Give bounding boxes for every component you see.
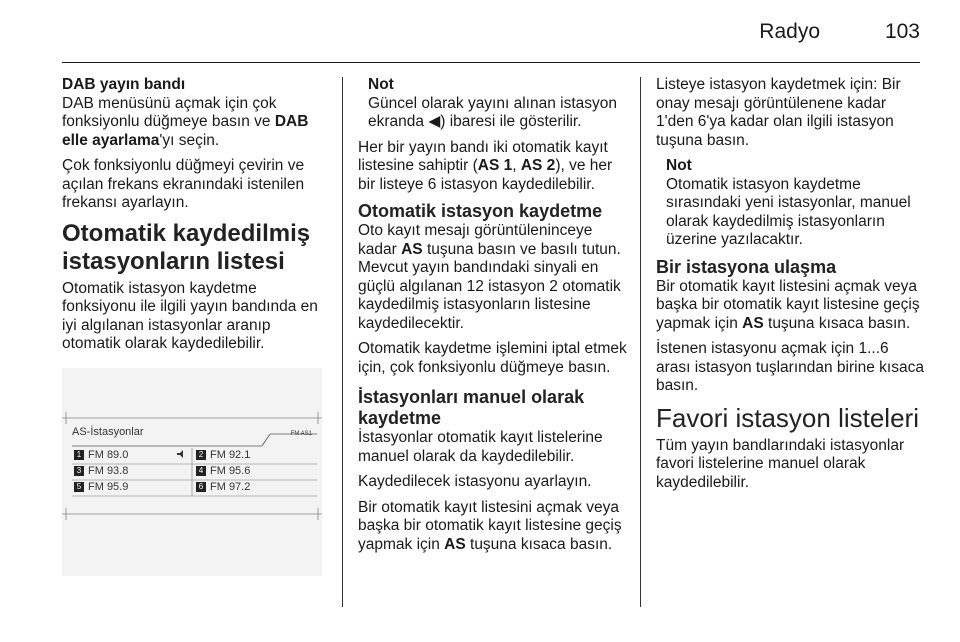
tune-station-paragraph: Kaydedilecek istasyonu ayarlayın.	[358, 473, 592, 490]
station-number: 3	[74, 466, 84, 476]
station-number: 6	[196, 482, 206, 492]
section-heading-favourites: Favori istasyon listeleri	[656, 402, 919, 433]
autostore-instructions	[358, 222, 630, 333]
frequency-paragraph: Çok fonksiyonlu düğmeyi çevirin ve açılan frekans ekranındaki istenilen frekansı ayarlayın.	[62, 157, 305, 211]
column-2	[358, 76, 630, 561]
as-button-label: AS	[742, 314, 764, 332]
page-number: 103	[884, 20, 920, 43]
station-number: 5	[74, 482, 84, 492]
text-span: Her bir yayın bandı iki otomatik kayıt listesine sahiptir (	[358, 138, 608, 174]
station-number: 4	[196, 466, 206, 476]
screen-band: FM AS1	[290, 431, 312, 437]
screen-title: AS-İstasyonlar	[72, 426, 144, 438]
text-span: tuşuna kısaca basın.	[763, 314, 911, 332]
favourites-paragraph: Tüm yayın bandlarındaki istasyonlar favori listelerine manuel olarak kaydedilebilir.	[656, 436, 905, 491]
switch-list-paragraph	[358, 499, 630, 555]
section-heading-manual-store: İstasyonları manuel olarak kaydetme	[358, 387, 585, 428]
station-button-5[interactable]	[74, 481, 128, 494]
retrieve-paragraph	[656, 278, 926, 334]
column-1	[62, 76, 332, 361]
section-heading-retrieve: Bir istasyona ulaşma	[656, 256, 837, 277]
note-text: Güncel olarak yayını alınan istasyon ekranda ◀) ibaresi ile gösterilir.	[368, 94, 617, 130]
station-button-6[interactable]	[196, 481, 250, 494]
dab-band-label: DAB yayın bandı	[62, 76, 186, 93]
station-label: FM 97.2	[210, 481, 251, 493]
station-number: 2	[196, 450, 206, 460]
as-button-label: AS	[401, 240, 423, 258]
station-label: FM 89.0	[88, 449, 129, 461]
as1-label: AS 1	[477, 157, 513, 174]
text-span: tuşuna kısaca basın.	[465, 535, 613, 553]
station-number: 1	[74, 450, 84, 460]
column-divider-1	[342, 77, 343, 607]
as-button-label: AS	[444, 535, 466, 553]
text-span: ,	[512, 157, 521, 174]
header-divider	[62, 62, 920, 63]
station-button-1[interactable]	[74, 449, 128, 462]
note-box-2	[656, 157, 926, 250]
text-span: Bir otomatik kayıt listesini açmak veya başka bir otomatik kayıt listesine geçiş yapmak için	[358, 498, 622, 553]
station-label: FM 93.8	[88, 465, 129, 477]
as2-label: AS 2	[520, 157, 556, 174]
station-button-3[interactable]	[74, 465, 128, 478]
dab-instruction-text: DAB menüsünü açmak için çok fonksiyonlu düğmeye basın ve	[62, 94, 277, 130]
autostore-paragraph: Otomatik istasyon kaydetme fonksiyonu ile ilgili yayın bandında en iyi algılanan istasyonlar aranıp otomatik olarak kaydedilebilir.	[62, 279, 318, 352]
dab-instruction-suffix: 'yı seçin.	[159, 131, 220, 149]
station-label: FM 92.1	[210, 449, 251, 461]
column-divider-2	[640, 77, 641, 607]
station-button-4[interactable]	[196, 465, 250, 478]
text-span: Bir otomatik kayıt listesini açmak veya başka bir otomatik kayıt listesine geçiş yapmak için	[656, 277, 920, 332]
note-label: Not	[666, 157, 692, 174]
note-box-1	[358, 76, 630, 132]
radio-screen-figure	[62, 368, 322, 576]
station-label: FM 95.6	[210, 465, 251, 477]
store-station-paragraph: Listeye istasyon kaydetmek için: Bir onay mesajı görüntülenene kadar 1'den 6'ya kadar olan ilgili istasyon tuşuna basın.	[656, 76, 901, 149]
text-span: ), ve her bir listeye 6 istasyon kaydedilebilir.	[358, 157, 613, 193]
cancel-autostore-paragraph: Otomatik kaydetme işlemini iptal etmek için, çok fonksiyonlu düğmeye basın.	[358, 340, 627, 376]
station-label: FM 95.9	[88, 481, 129, 493]
dab-heading	[62, 76, 332, 150]
page-header-title: Radyo	[759, 20, 820, 43]
dab-manual-label: DAB elle ayarlama	[62, 113, 309, 149]
station-button-2[interactable]	[196, 449, 250, 462]
text-span: tuşuna basın ve basılı tutun. Mevcut yayın bandındaki sinyali en güçlü algılanan 12 istasyon 2 otomatik kaydedilmiş istasyonların listesine kaydedilecektir.	[358, 240, 621, 332]
text-span: Oto kayıt mesajı görüntüleninceye kadar	[358, 222, 593, 258]
manual-store-paragraph: İstasyonlar otomatik kayıt listelerine manuel olarak da kaydedilebilir.	[358, 429, 603, 465]
section-heading-autostore-list: Otomatik kaydedilmiş istasyonların listesi	[62, 219, 311, 275]
section-heading-autostore: Otomatik istasyon kaydetme	[358, 201, 603, 221]
speaker-icon	[177, 450, 183, 458]
note-label: Not	[368, 76, 394, 93]
note-text: Otomatik istasyon kaydetme sırasındaki yeni istasyonlar, manuel olarak kaydedilmiş istasyonların üzerine yazılacaktır.	[666, 175, 911, 248]
column-3	[656, 76, 926, 499]
select-station-paragraph: İstenen istasyonu açmak için 1...6 arası istasyon tuşlarından birine kısaca basın.	[656, 340, 924, 394]
as-lists-paragraph	[358, 139, 630, 195]
